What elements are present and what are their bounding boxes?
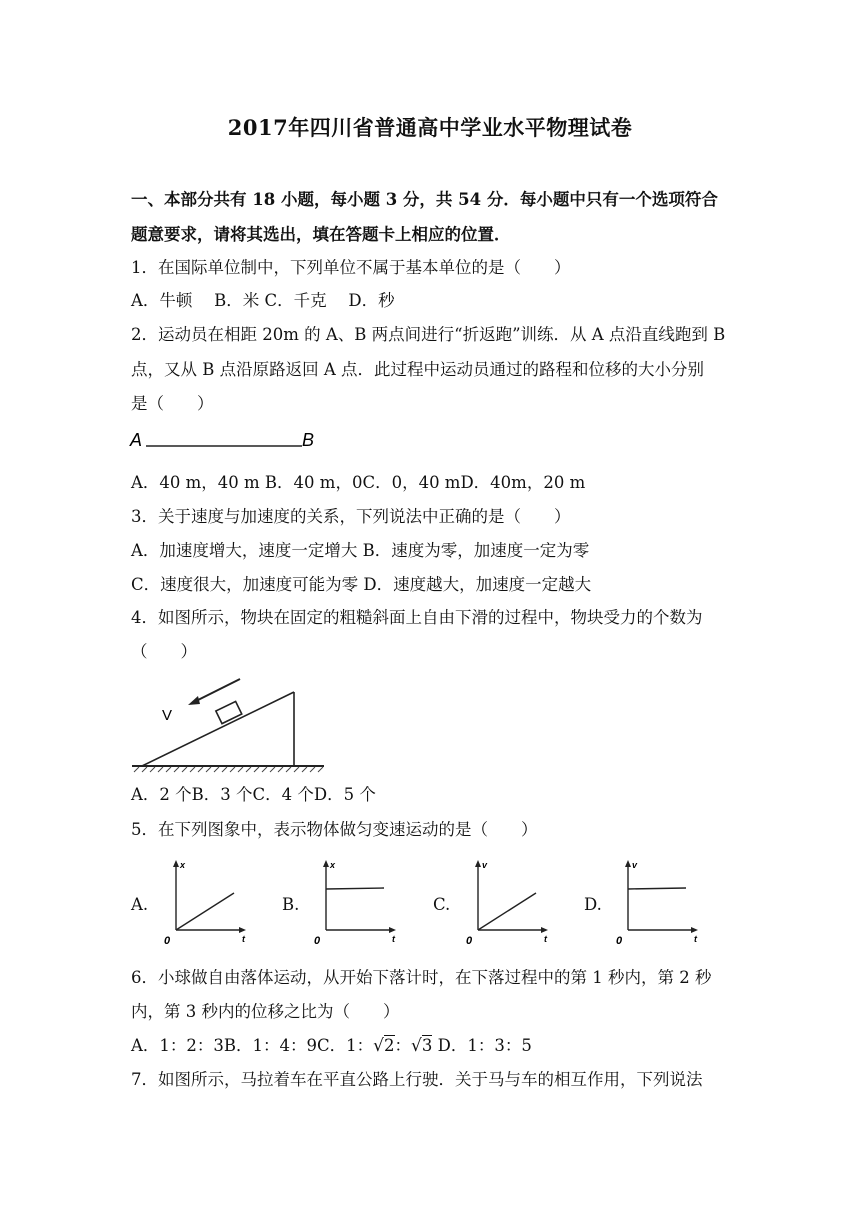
- section-instructions-line-2: 题意要求，请将其选出，填在答题卡上相应的位置．: [131, 225, 511, 244]
- point-b-label: B: [302, 430, 315, 450]
- question-2-stem-line-2: 点，又从 B 点沿原路返回 A 点．此过程中运动员通过的路程和位移的大小分别: [131, 360, 705, 379]
- x-axis-label: t: [694, 934, 697, 944]
- ratio-colon: ：: [394, 1036, 411, 1055]
- question-4-stem-line-2: （ ）: [131, 642, 197, 661]
- question-6-stem-line-1: 6．小球做自由落体运动，从开始下落计时，在下落过程中的第 1 秒内，第 2 秒: [131, 968, 712, 987]
- velocity-label: V: [162, 707, 173, 724]
- section-instructions-line-1: 一、本部分共有 18 小题，每小题 3 分，共 54 分．每小题中只有一个选项符合: [131, 190, 718, 209]
- graph-line-rising: [176, 893, 234, 930]
- x-axis-label: t: [544, 934, 547, 944]
- x-axis-label: t: [242, 934, 245, 944]
- sqrt-symbol: √: [373, 1036, 384, 1056]
- graph-option-label: A.: [131, 895, 149, 914]
- question-2-stem-line-1: 2．运动员在相距 20m 的 A、B 两点间进行“折返跑”训练．从 A 点沿直线跑到 B: [131, 325, 726, 344]
- y-axis-label: v: [482, 860, 488, 870]
- origin-label: 0: [466, 935, 473, 947]
- graph-option-label: C.: [433, 895, 451, 914]
- ground-hatching: [134, 767, 323, 772]
- graph-option-label: D.: [584, 895, 602, 914]
- x-axis-arrowhead: [239, 927, 246, 933]
- question-3-options-line-2: C．速度很大，加速度可能为零 D．速度越大，加速度一定越大: [131, 575, 592, 594]
- question-2-stem-line-3: 是（ ）: [131, 394, 214, 413]
- graph-line-flat: [326, 888, 384, 889]
- y-axis-arrowhead: [625, 860, 631, 867]
- sqrt-3-value: 3: [421, 1036, 433, 1055]
- velocity-arrowhead: [188, 696, 200, 705]
- y-axis-label: v: [632, 860, 638, 870]
- graph-option-label: B.: [282, 895, 300, 914]
- sqrt-2-value: 2: [384, 1036, 395, 1055]
- x-axis-arrowhead: [541, 927, 548, 933]
- y-axis-label: x: [330, 860, 336, 870]
- velocity-arrow: [194, 679, 240, 702]
- graph-v-t: [464, 856, 556, 948]
- question-6-stem-line-2: 内，第 3 秒内的位移之比为（ ）: [131, 1002, 400, 1021]
- graph-x-t: [162, 856, 254, 948]
- sqrt-symbol: √: [411, 1036, 422, 1056]
- question-3-stem: 3．关于速度与加速度的关系，下列说法中正确的是（ ）: [131, 507, 571, 526]
- question-6-option-d: D．1：3：5: [432, 1036, 532, 1055]
- graph-x-t: [312, 856, 404, 948]
- origin-label: 0: [164, 935, 171, 947]
- origin-label: 0: [616, 935, 623, 947]
- graph-line-flat: [628, 888, 686, 889]
- page-title: 2017年四川省普通高中学业水平物理试卷: [227, 115, 633, 140]
- x-axis-label: t: [392, 934, 395, 944]
- question-4-incline-figure: [128, 672, 328, 774]
- origin-label: 0: [314, 935, 321, 947]
- y-axis-arrowhead: [173, 860, 179, 867]
- question-1-stem: 1．在国际单位制中，下列单位不属于基本单位的是（ ）: [131, 258, 571, 277]
- question-6-options: [131, 1035, 532, 1057]
- question-4-options: A．2 个B．3 个C．4 个D．5 个: [131, 785, 376, 804]
- question-3-options-line-1: A．加速度增大，速度一定增大 B．速度为零，加速度一定为零: [131, 541, 590, 560]
- y-axis-arrowhead: [475, 860, 481, 867]
- question-2-figure: [128, 426, 328, 452]
- question-2-options: A．40 m，40 m B．40 m，0C．0，40 mD．40m，20 m: [131, 473, 586, 492]
- question-5-stem: 5．在下列图象中，表示物体做匀变速运动的是（ ）: [131, 820, 538, 839]
- question-7-stem-line-1: 7．如图所示，马拉着车在平直公路上行驶．关于马与车的相互作用，下列说法: [131, 1070, 703, 1089]
- graph-line-rising: [478, 893, 536, 930]
- question-4-stem-line-1: 4．如图所示，物块在固定的粗糙斜面上自由下滑的过程中，物块受力的个数为: [131, 608, 703, 627]
- y-axis-arrowhead: [323, 860, 329, 867]
- graph-v-t: [614, 856, 706, 948]
- point-a-label: A: [130, 430, 143, 450]
- incline-surface: [142, 692, 294, 766]
- x-axis-arrowhead: [691, 927, 698, 933]
- question-1-options: A．牛顿 B．米 C．千克 D．秒: [131, 291, 395, 310]
- question-6-options-abc: A．1：2：3B．1：4：9C．1：: [131, 1036, 374, 1055]
- x-axis-arrowhead: [389, 927, 396, 933]
- sliding-block: [216, 701, 242, 723]
- y-axis-label: x: [180, 860, 186, 870]
